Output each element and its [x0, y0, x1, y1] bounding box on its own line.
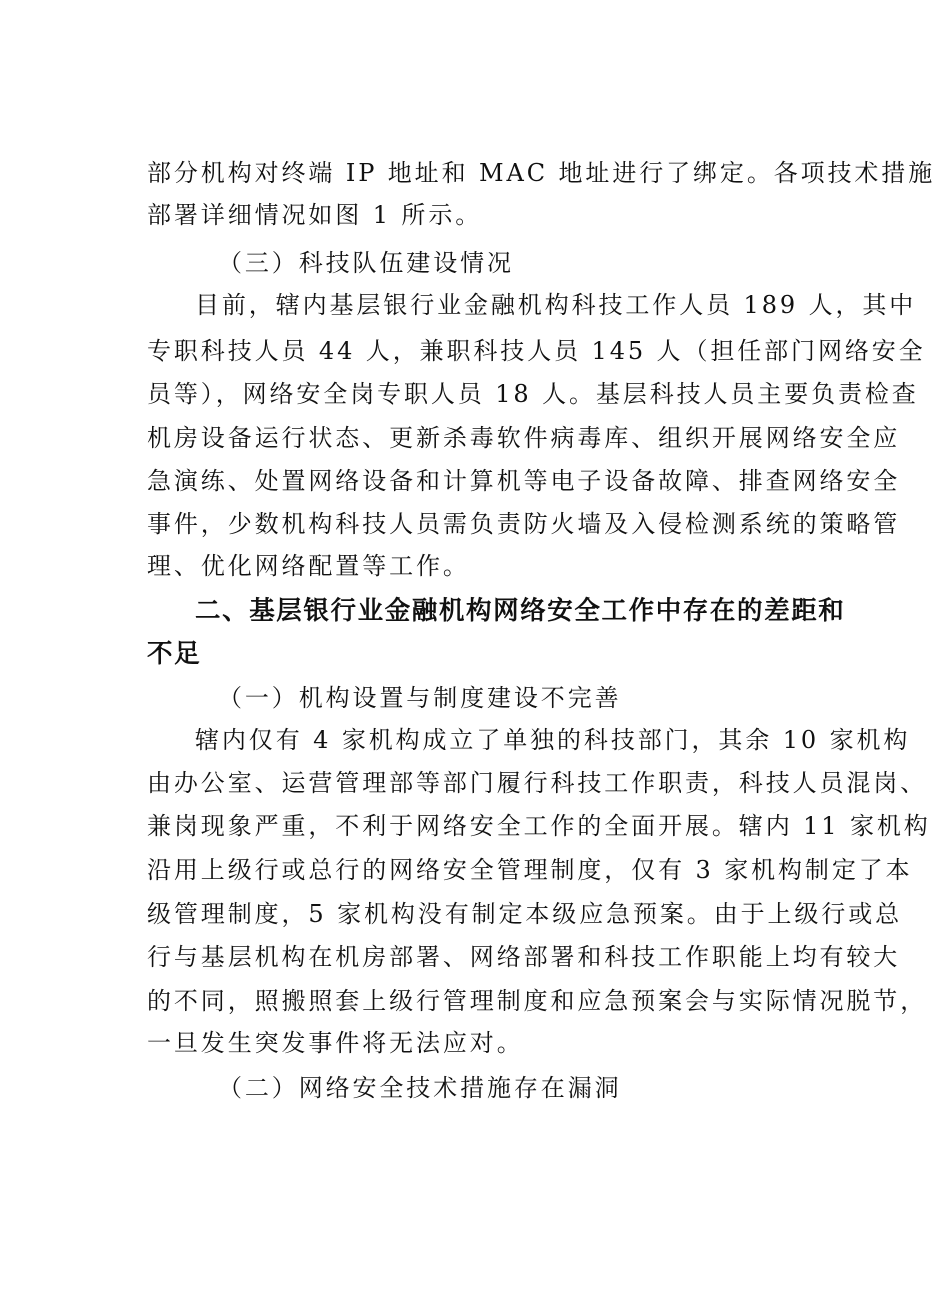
section-heading-1: （一）机构设置与制度建设不完善 [218, 684, 622, 712]
body-line: 辖内仅有 4 家机构成立了单独的科技部门，其余 10 家机构 [195, 726, 911, 754]
section-heading-2: （二）网络安全技术措施存在漏洞 [218, 1074, 622, 1102]
body-line: 级管理制度，5 家机构没有制定本级应急预案。由于上级行或总 [147, 900, 902, 928]
body-line: 由办公室、运营管理部等部门履行科技工作职责，科技人员混岗、 [147, 769, 928, 797]
body-line: 事件，少数机构科技人员需负责防火墙及入侵检测系统的策略管 [147, 510, 901, 538]
body-line: 机房设备运行状态、更新杀毒软件病毒库、组织开展网络安全应 [147, 424, 901, 452]
section-heading-3: （三）科技队伍建设情况 [218, 249, 514, 277]
body-line: 部分机构对终端 IP 地址和 MAC 地址进行了绑定。各项技术措施 [147, 159, 935, 187]
body-line: 员等），网络安全岗专职人员 18 人。基层科技人员主要负责检查 [147, 380, 919, 408]
body-line: 行与基层机构在机房部署、网络部署和科技工作职能上均有较大 [147, 943, 901, 971]
part-heading-line1: 二、基层银行业金融机构网络安全工作中存在的差距和 [195, 596, 846, 626]
body-line: 部署详细情况如图 1 所示。 [147, 201, 483, 229]
body-line: 沿用上级行或总行的网络安全管理制度，仅有 3 家机构制定了本 [147, 856, 913, 884]
body-line: 理、优化网络配置等工作。 [147, 552, 470, 580]
body-line: 目前，辖内基层银行业金融机构科技工作人员 189 人，其中 [195, 291, 917, 319]
body-line: 专职科技人员 44 人，兼职科技人员 145 人（担任部门网络安全 [147, 337, 926, 365]
part-heading-line2: 不足 [147, 639, 202, 669]
body-line: 的不同，照搬照套上级行管理制度和应急预案会与实际情况脱节， [147, 987, 928, 1015]
body-line: 急演练、处置网络设备和计算机等电子设备故障、排查网络安全 [147, 467, 901, 495]
body-line: 一旦发生突发事件将无法应对。 [147, 1029, 524, 1057]
body-line: 兼岗现象严重，不利于网络安全工作的全面开展。辖内 11 家机构 [147, 812, 931, 840]
